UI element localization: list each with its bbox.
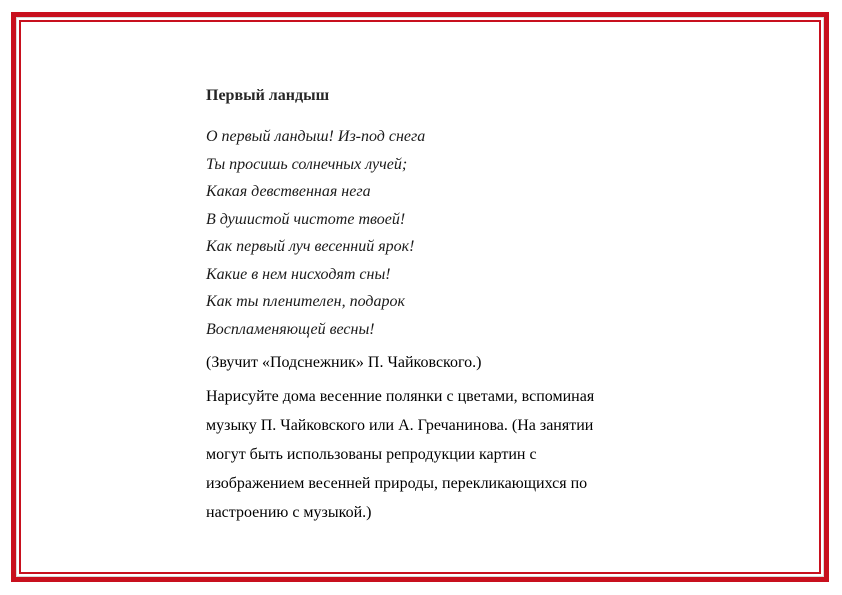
poem-line: Воспламеняющей весны! [206,320,375,338]
paragraph-line: изображением весенней природы, перекликающихся по [206,475,588,492]
poem-line: Как ты пленителен, подарок [206,293,405,310]
poem-line: Ты просишь солнечных лучей; [206,155,408,173]
poem-line: О первый ландыш! Из-под снега [206,128,426,145]
instruction-paragraph [206,382,726,527]
poem-line: Какие в нем нисходят сны! [206,265,391,283]
poem-line: Какая девственная нега [206,183,371,200]
paragraph-line: настроению с музыкой.) [206,504,372,521]
paragraph-line: могут быть использованы репродукции картин с [206,446,537,463]
poem [206,123,726,343]
music-note: (Звучит «Подснежник» П. Чайковского.) [206,354,482,371]
paragraph-line: музыку П. Чайковского или А. Гречанинова. (На занятии [206,417,594,434]
poem-line: В душистой чистоте твоей! [206,210,406,228]
paragraph-line: Нарисуйте дома весенние полянки с цветами, вспоминая [206,388,595,405]
text-content [206,86,726,527]
poem-title: Первый ландыш [206,87,330,104]
poem-line: Как первый луч весенний ярок! [206,238,415,255]
